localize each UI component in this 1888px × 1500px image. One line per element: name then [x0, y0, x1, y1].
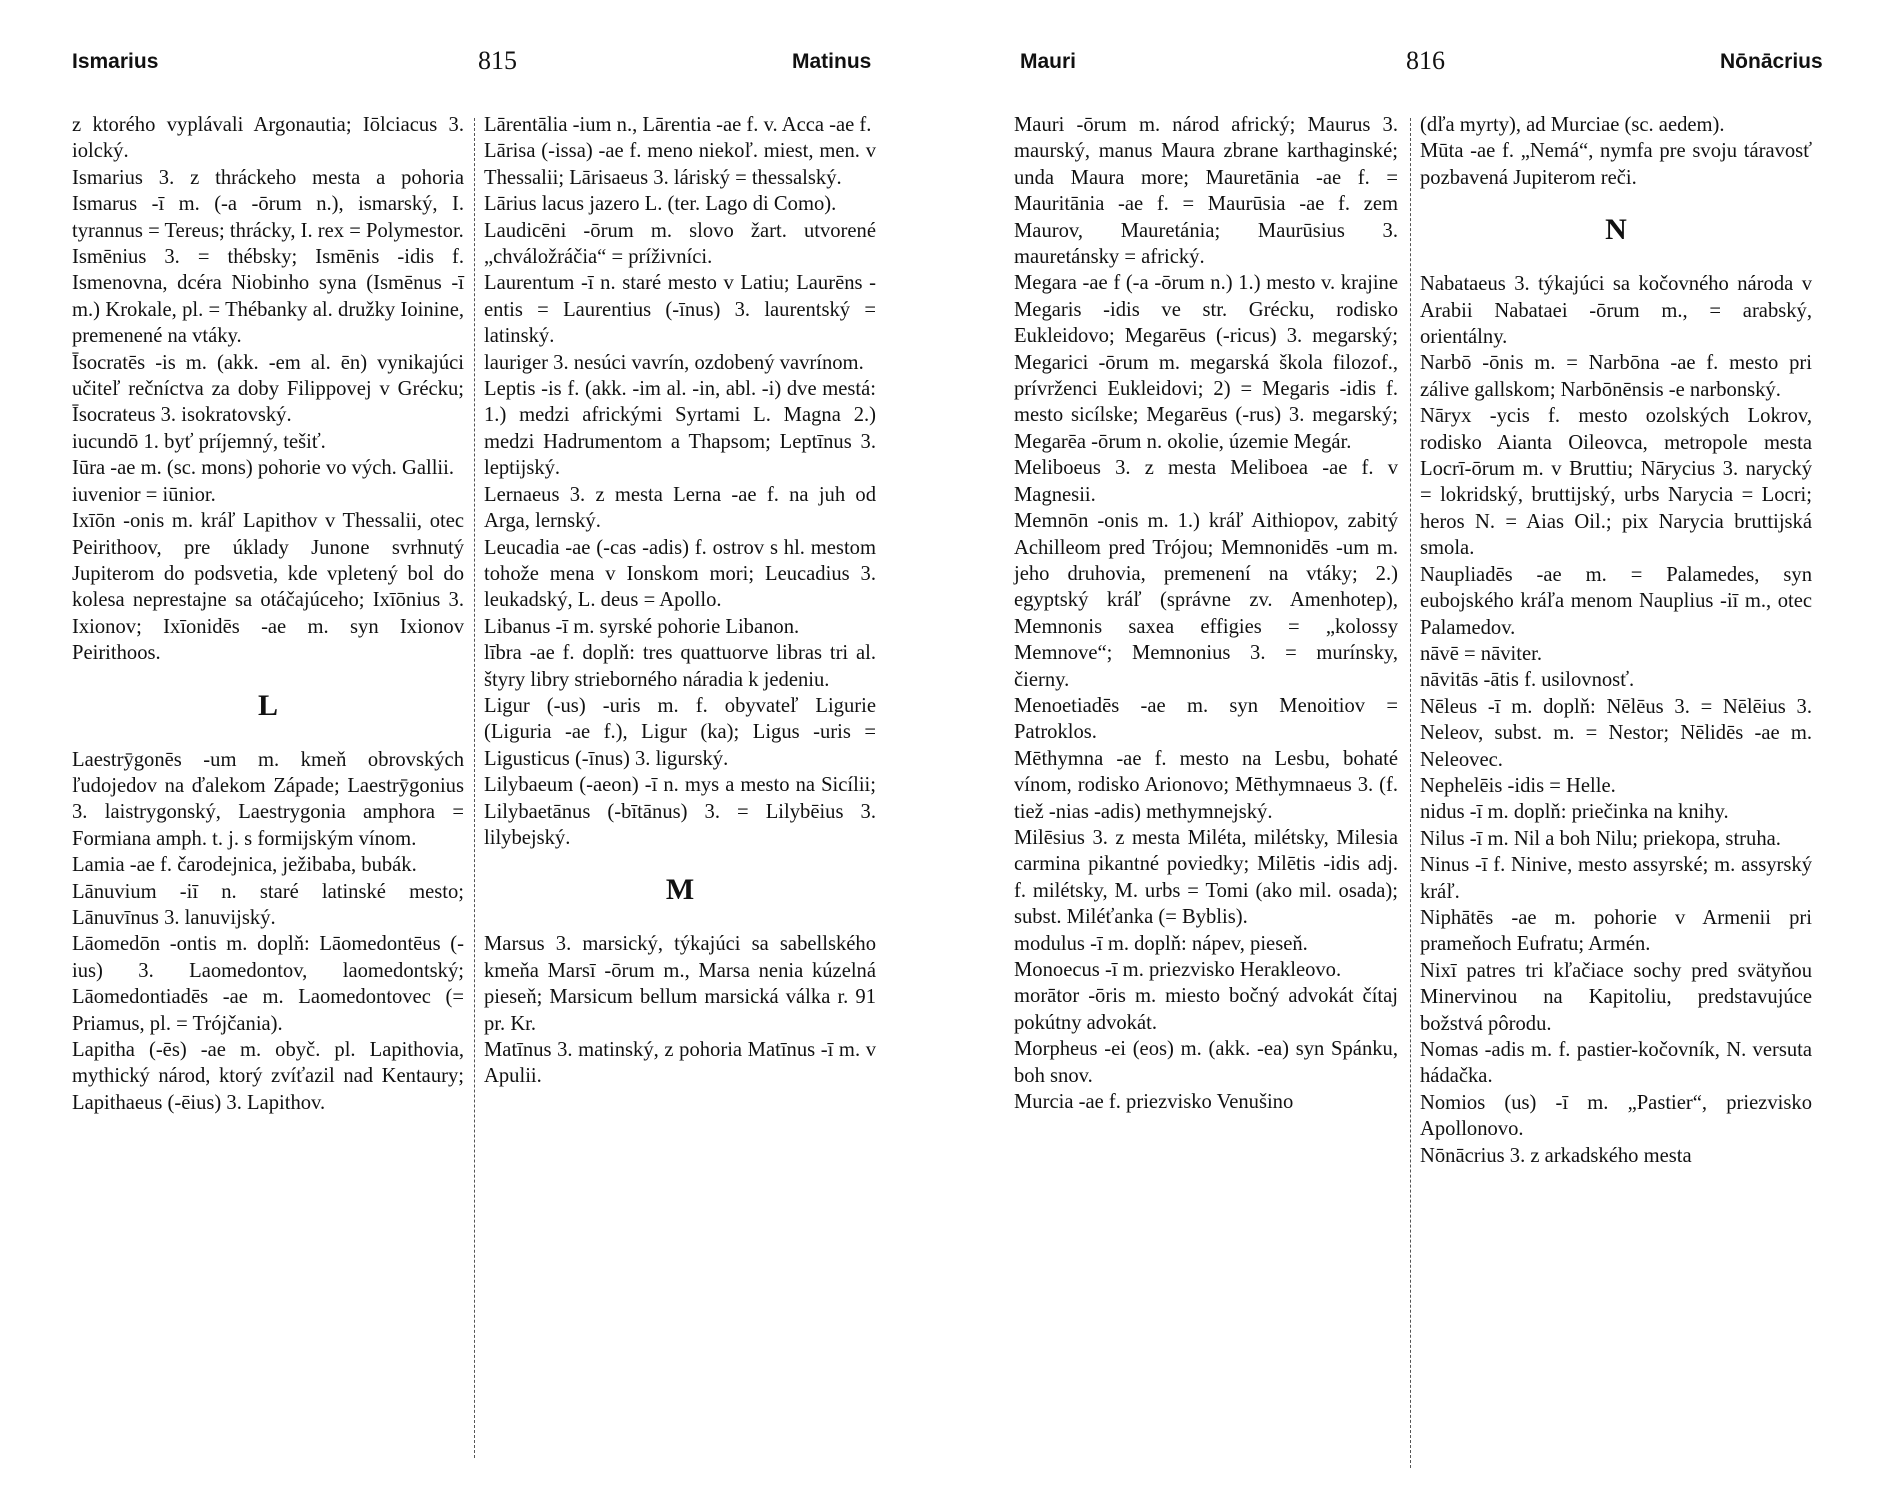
dictionary-entry: Mēthymna -ae f. mesto na Lesbu, bohaté vínom, rodisko Arionovo; Mēthymnaeus 3. (f. tiež -nias -adis) methymnejský.: [1014, 747, 1398, 823]
page-number: 815: [478, 46, 517, 75]
dictionary-entry: Īsocratēs -is m. (akk. -em al. ēn) vynikajúci učiteľ rečníctva za doby Filippovej v Grécku; Īsocrateus 3. isokratovský.: [72, 351, 464, 427]
dictionary-entry: nidus -ī m. doplň: priečinka na knihy.: [1420, 801, 1729, 824]
column-divider: [474, 118, 475, 1458]
dictionary-entry: Lārentālia -ium n., Lārentia -ae f. v. Acca -ae f.: [484, 114, 872, 136]
dictionary-entry: Memnōn -onis m. 1.) kráľ Aithiopov, zabitý Achilleom pred Trójou; Memnonidēs -um m. jeho druhovia, premenení na vtáky; 2.) egyptský kráľ (správne zv. Amenhotep), Memnonis saxea effigies = „kolossy Memnove“; Memnonius 3. = murínsky, čierny.: [1014, 510, 1398, 691]
dictionary-entry: Matīnus 3. matinský, z pohoria Matīnus -ī m. v Apulii.: [484, 1039, 876, 1088]
head-left-word: Ismarius: [72, 50, 159, 73]
dictionary-entry: iucundō 1. byť príjemný, tešiť.: [72, 430, 326, 453]
dictionary-entry: Leptis -is f. (akk. -im al. -in, abl. -i) dve mestá: 1.) medzi africkými Syrtami L. Magna 2.) medzi Hadrumentom a Thapsom; Leptīnus 3. leptijský.: [484, 378, 876, 480]
dictionary-entry: Ixīōn -onis m. kráľ Lapithov v Thessalii, otec Peirithoov, pre úklady Junone svrhnutý Jupiterom do podsvetia, kde vpletený bol do kolesa neprestajne sa otáčajúceho; Ixīōnius 3. Ixionov; Ixīonidēs -ae m. syn Ixionov Peirithoos.: [72, 510, 464, 665]
running-head-815: [0, 44, 944, 80]
section-letter-n: N: [1605, 213, 1627, 247]
dictionary-entry: Lārisa (-issa) -ae f. meno niekoľ. miest, men. v Thessalii; Lārisaeus 3. láriský = thessalský.: [484, 140, 876, 189]
dictionary-entry: Lamia -ae f. čarodejnica, ježibaba, bubák.: [72, 854, 417, 877]
dictionary-entry: Meliboeus 3. z mesta Meliboea -ae f. v Magnesii.: [1014, 457, 1398, 506]
dictionary-entry: Laudicēni -ōrum m. slovo žart. utvorené „chváložráčia“ = príživníci.: [484, 219, 876, 269]
running-head-816: [944, 44, 1888, 80]
dictionary-entry: Ismēnius 3. = thébsky; Ismēnis -idis f. Ismenovna, dcéra Niobinho syna (Ismēnus -ī m.) Krokale, pl. = Thébanky al. družky Ioinine, premenené na vtáky.: [72, 246, 464, 348]
dictionary-entry: Lapitha (-ēs) -ae m. obyč. pl. Lapithovia, mythický národ, ktorý zvíťazil nad Kentaury; Lapithaeus (-ēius) 3. Lapithov.: [72, 1039, 464, 1114]
dictionary-entry: Ismarius 3. z thráckeho mesta a pohoria Ismarus -ī m. (-a -ōrum n.), ismarský, I. tyrannus = Tereus; thrácky, I. rex = Polymestor.: [72, 166, 464, 242]
dictionary-entry: Menoetiadēs -ae m. syn Menoitiov = Patroklos.: [1014, 694, 1398, 744]
dictionary-entry: Monoecus -ī m. priezvisko Herakleovo.: [1014, 959, 1342, 981]
dictionary-entry: Lilybaeum (-aeon) -ī n. mys a mesto na Sicílii; Lilybaetānus (-bītānus) 3. = Lilybēius 3. lilybejský.: [484, 774, 876, 849]
dictionary-entry: Nāryx -ycis f. mesto ozolských Lokrov, rodisko Aianta Oileovca, metropole mesta Locrī-ōrum m. v Bruttiu; Nārycius 3. narycký = lokridský, bruttijský, urbs Narycia = Locri; heros N. = Aias Oil.; pix Narycia bruttijská smola.: [1420, 405, 1812, 560]
section-letter-m: M: [665, 873, 695, 907]
dictionary-entry: morātor -ōris m. miesto bočný advokát čítaj pokútny advokát.: [1014, 985, 1398, 1034]
dictionary-entry: Nabataeus 3. týkajúci sa kočovného národa v Arabii Nabataei -ōrum m., = arabský, orientálny.: [1420, 273, 1812, 349]
dictionary-entry: Megara -ae f (-a -ōrum n.) 1.) mesto v. krajine Megaris -idis ve str. Grécku, rodisko Eukleidovo; Megarēus (-ricus) 3. megarský; Megarici -ōrum m. megarská škola filozof., prívrženci Eukleidovi; 2) = Megaris -idis f. mesto sicílske; Megarēus (-rus) 3. megarský; Megarēa -ōrum n. okolie, územie Megár.: [1014, 272, 1398, 453]
dictionary-entry: (dľa myrty), ad Murciae (sc. aedem).: [1420, 114, 1725, 136]
column-right-1: [1014, 112, 1398, 1115]
head-right-word: Matinus: [792, 50, 872, 73]
dictionary-entry: Lāomedōn -ontis m. doplň: Lāomedontēus (-ius) 3. Laomedontov, laomedontský; Lāomedontiadēs -ae m. Laomedontovec (= Priamus, pl. = Trójčania).: [72, 933, 464, 1035]
dictionary-entry: Leucadia -ae (-cas -adis) f. ostrov s hl. mestom tohože mena v Ionskom mori; Leucadius 3. leukadský, L. deus = Apollo.: [484, 536, 876, 612]
dictionary-entry: Iūra -ae m. (sc. mons) pohorie vo vých. Gallii.: [72, 457, 455, 480]
dictionary-entry: Nilus -ī m. Nil a boh Nilu; priekopa, struha.: [1420, 827, 1781, 850]
dictionary-entry: Nomios (us) -ī m. „Pastier“, priezvisko Apollonovo.: [1420, 1091, 1812, 1141]
dictionary-entry: Marsus 3. marsický, týkajúci sa sabellského kmeňa Marsī -ōrum m., Marsa nenia kúzelná pieseň; Marsicum bellum marsická válka r. 91 pr. Kr.: [484, 933, 876, 1035]
dictionary-entry: Laurentum -ī n. staré mesto v Latiu; Laurēns -entis = Laurentius (-īnus) 3. laurentský = latinský.: [484, 272, 876, 348]
dictionary-entry: Nōnācrius 3. z arkadského mesta: [1420, 1144, 1692, 1167]
dictionary-entry: nāvitās -ātis f. usilovnosť.: [1420, 669, 1635, 692]
dictionary-entry: Lernaeus 3. z mesta Lerna -ae f. na juh od Arga, lernský.: [484, 483, 876, 533]
dictionary-entry: Nixī patres tri kľačiace sochy pred svätyňou Minervinou na Kapitoliu, predstavujúce božstvá pôrodu.: [1420, 959, 1812, 1035]
head-right-word: Nōnācrius: [1720, 50, 1823, 73]
dictionary-entry: Naupliadēs -ae m. = Palamedes, syn eubojského kráľa menom Nauplius -iī m., otec Palamedov.: [1420, 563, 1812, 639]
section-letter-l: L: [257, 688, 278, 722]
dictionary-entry: modulus -ī m. doplň: nápev, pieseň.: [1014, 932, 1308, 955]
dictionary-entry: Morpheus -ei (eos) m. (akk. -ea) syn Spánku, boh snov.: [1014, 1038, 1398, 1087]
dictionary-entry: nāvē = nāviter.: [1420, 642, 1542, 665]
page-number: 816: [1406, 46, 1445, 75]
column-divider: [1410, 118, 1411, 1468]
dictionary-entry: iuvenior = iūnior.: [72, 483, 216, 506]
head-left-word: Mauri: [1020, 50, 1077, 73]
dictionary-entry: Mauri -ōrum m. národ africký; Maurus 3. maurský, manus Maura zbrane karthaginské; unda Maura more; Mauretānia -ae f. = Mauritānia -ae f. = Maurūsia -ae f. zem Maurov, Mauretánia; Maurūsius 3. mauretánsky = africký.: [1014, 114, 1398, 269]
dictionary-entry: Mūta -ae f. „Nemá“, nymfa pre svoju táravosť pozbavená Jupiterom reči.: [1420, 140, 1812, 189]
dictionary-entry: Ninus -ī f. Ninive, mesto assyrské; m. assyrský kráľ.: [1420, 854, 1812, 903]
dictionary-entry: lībra -ae f. doplň: tres quattuorve libras tri al. štyry libry strieborného náradia k jedeniu.: [484, 642, 876, 691]
dictionary-entry: Nephelēis -idis = Helle.: [1420, 774, 1616, 797]
dictionary-entry: Nomas -adis m. f. pastier-kočovník, N. versuta hádačka.: [1420, 1039, 1812, 1088]
dictionary-entry: Milēsius 3. z mesta Miléta, milétsky, Milesia carmina pikantné poviedky; Milētis -idis adj. f. milétsky, M. urbs = Tomi (ako mil. osada); subst. Miléťanka (= Byblis).: [1014, 826, 1398, 929]
dictionary-entry: Ligur (-us) -uris m. f. obyvateľ Ligurie (Liguria -ae f.), Ligur (ka); Ligus -uris = Ligusticus (-īnus) 3. ligurský.: [484, 694, 876, 770]
dictionary-entry: Lārius lacus jazero L. (ter. Lago di Como).: [484, 193, 837, 216]
dictionary-entry: Narbō -ōnis m. = Narbōna -ae f. mesto pri zálive gallskom; Narbōnēnsis -e narbonský.: [1420, 352, 1812, 401]
dictionary-entry: Niphātēs -ae m. pohorie v Armenii pri prameňoch Eufratu; Armén.: [1420, 906, 1812, 956]
dictionary-entry: Murcia -ae f. priezvisko Venušino: [1014, 1091, 1294, 1114]
dictionary-entry: Libanus -ī m. syrské pohorie Libanon.: [484, 615, 800, 638]
dictionary-entry: Lānuvium -iī n. staré latinské mesto; Lānuvīnus 3. lanuvijský.: [72, 880, 464, 929]
column-left-2: [484, 112, 876, 1090]
dictionary-entry: lauriger 3. nesúci vavrín, ozdobený vavrínom.: [484, 351, 864, 374]
dictionary-entry: Laestrȳgonēs -um m. kmeň obrovských ľudojedov na ďalekom Západe; Laestrȳgonius 3. laistrygonský, Laestrygonia amphora = Formiana amph. t. j. s formijským vínom.: [72, 748, 464, 850]
page-816: [944, 0, 1888, 1500]
column-right-2: [1420, 112, 1812, 1169]
dictionary-entry: z ktorého vyplávali Argonautia; Iōlciacus 3. iolcký.: [72, 114, 464, 163]
column-left-1: [72, 112, 464, 1116]
dictionary-entry: Nēleus -ī m. doplň: Nēlēus 3. = Nēlēius 3. Neleov, subst. m. = Nestor; Nēlidēs -ae m. Neleovec.: [1420, 695, 1812, 771]
